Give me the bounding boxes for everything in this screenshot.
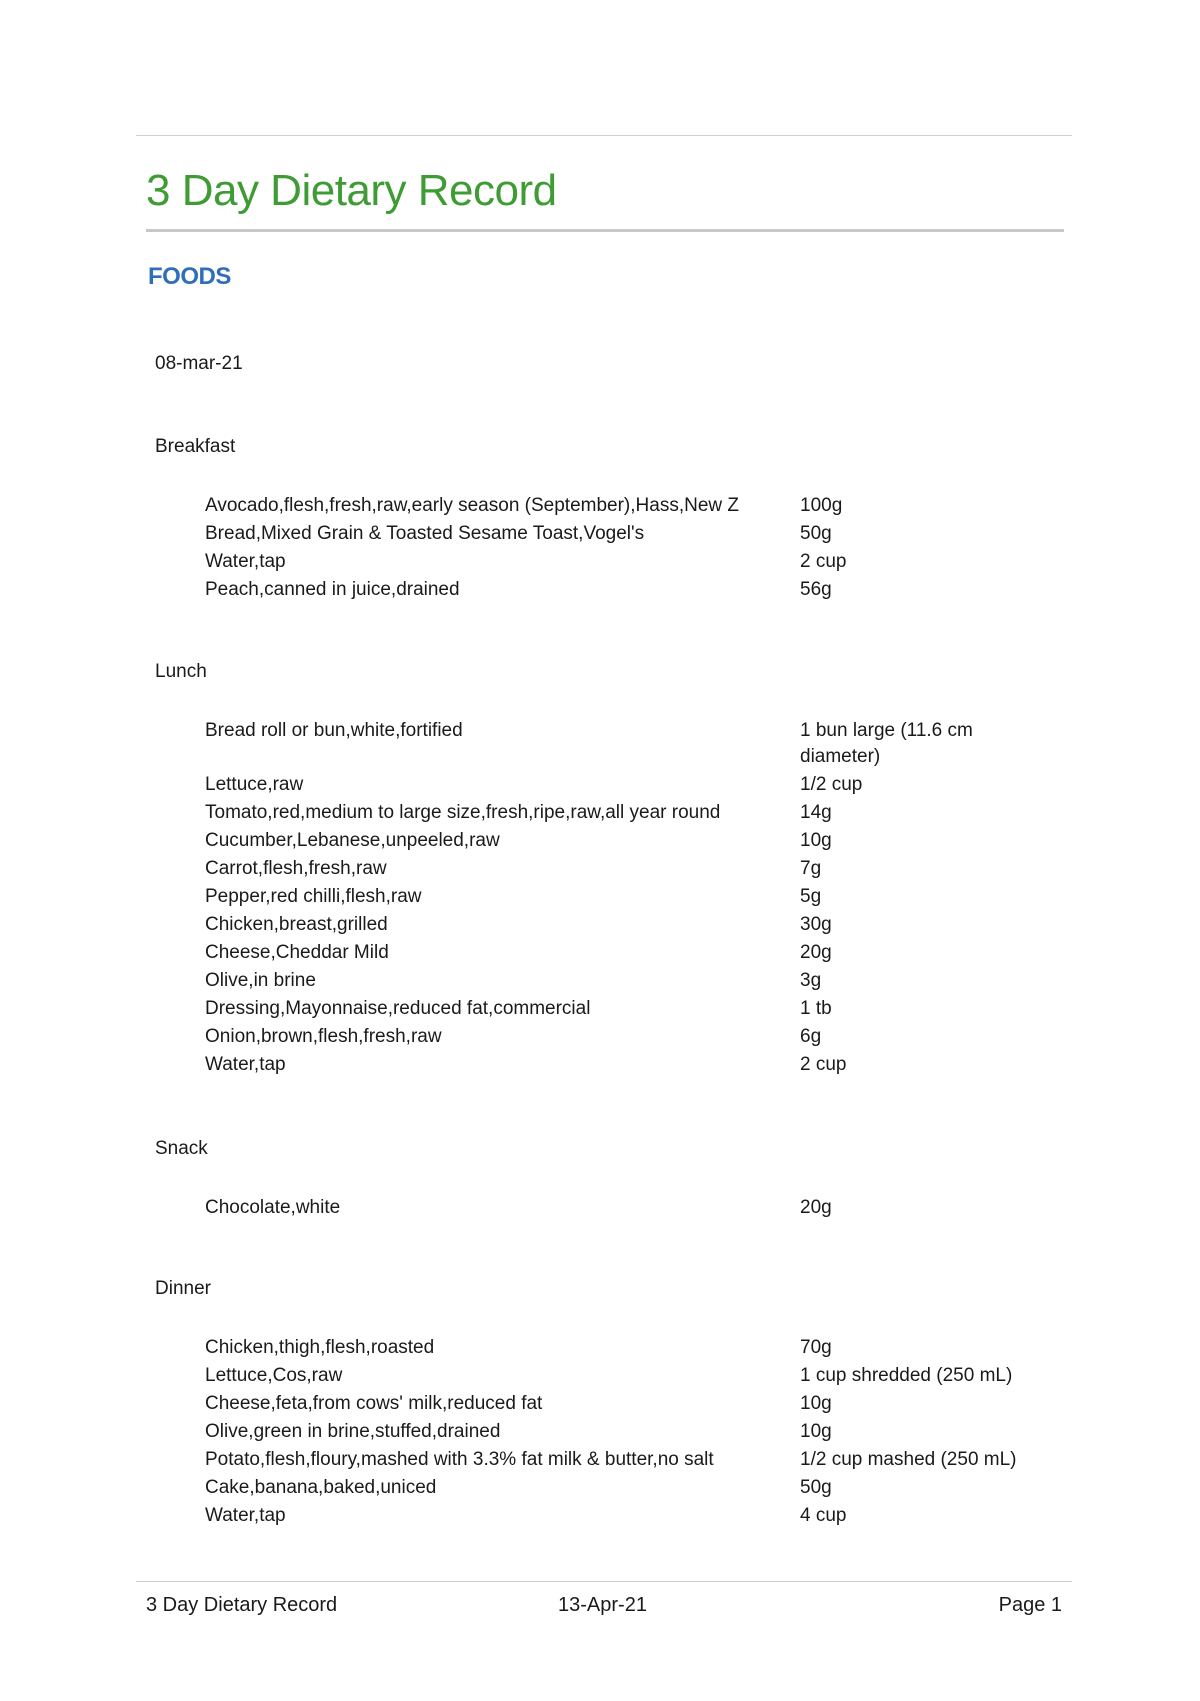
- food-name: Olive,green in brine,stuffed,drained: [205, 1421, 501, 1442]
- food-amount: 2 cup: [800, 551, 847, 572]
- food-name: Cheese,feta,from cows' milk,reduced fat: [205, 1393, 543, 1414]
- food-amount: 100g: [800, 495, 843, 516]
- food-amount: 20g: [800, 942, 832, 963]
- meal-label-snack: Snack: [155, 1138, 208, 1159]
- food-name: Lettuce,raw: [205, 774, 304, 795]
- food-name: Chicken,breast,grilled: [205, 914, 388, 935]
- food-amount: 1/2 cup: [800, 774, 863, 795]
- food-amount: 3g: [800, 970, 822, 991]
- food-amount: 50g: [800, 523, 832, 544]
- food-name: Carrot,flesh,fresh,raw: [205, 858, 387, 879]
- food-name: Chicken,thigh,flesh,roasted: [205, 1337, 435, 1358]
- food-amount: 7g: [800, 858, 822, 879]
- food-amount: 2 cup: [800, 1054, 847, 1075]
- food-amount: 50g: [800, 1477, 832, 1498]
- food-amount: 1 tb: [800, 998, 832, 1019]
- food-amount: 6g: [800, 1026, 822, 1047]
- footer-page-number: Page 1: [998, 1594, 1062, 1616]
- food-name: Olive,in brine: [205, 970, 316, 991]
- food-name: Cucumber,Lebanese,unpeeled,raw: [205, 830, 500, 851]
- meal-label-dinner: Dinner: [155, 1278, 211, 1299]
- food-name: Potato,flesh,floury,mashed with 3.3% fat milk & butter,no salt: [205, 1449, 714, 1470]
- food-name: Water,tap: [205, 1505, 286, 1526]
- food-name: Chocolate,white: [205, 1197, 341, 1218]
- food-amount: 10g: [800, 830, 832, 851]
- food-amount: 10g: [800, 1421, 832, 1442]
- food-amount: 1 bun large (11.6 cm diameter): [800, 720, 973, 767]
- food-name: Lettuce,Cos,raw: [205, 1365, 343, 1386]
- footer-document-title: 3 Day Dietary Record: [146, 1594, 338, 1616]
- footer-date: 13-Apr-21: [558, 1594, 647, 1616]
- food-name: Cake,banana,baked,uniced: [205, 1477, 437, 1498]
- header-top-rule: [136, 135, 1072, 136]
- food-amount: 30g: [800, 914, 832, 935]
- title-underline-rule: [146, 229, 1064, 232]
- food-name: Dressing,Mayonnaise,reduced fat,commercial: [205, 998, 591, 1019]
- meal-label-breakfast: Breakfast: [155, 436, 236, 457]
- food-amount: 1/2 cup mashed (250 mL): [800, 1449, 1017, 1470]
- food-amount: 5g: [800, 886, 822, 907]
- food-amount: 56g: [800, 579, 832, 600]
- food-amount: 14g: [800, 802, 832, 823]
- food-name: Peach,canned in juice,drained: [205, 579, 460, 600]
- section-heading-foods: FOODS: [148, 263, 231, 290]
- food-name: Bread roll or bun,white,fortified: [205, 720, 463, 741]
- food-name: Avocado,flesh,fresh,raw,early season (September),Hass,New Z: [205, 495, 739, 516]
- food-name: Water,tap: [205, 551, 286, 572]
- food-name: Onion,brown,flesh,fresh,raw: [205, 1026, 442, 1047]
- food-name: Bread,Mixed Grain & Toasted Sesame Toast,Vogel's: [205, 523, 645, 544]
- food-amount: 70g: [800, 1337, 832, 1358]
- food-name: Water,tap: [205, 1054, 286, 1075]
- food-name: Cheese,Cheddar Mild: [205, 942, 389, 963]
- document-title: 3 Day Dietary Record: [146, 166, 557, 215]
- food-amount: 20g: [800, 1197, 832, 1218]
- food-name: Pepper,red chilli,flesh,raw: [205, 886, 422, 907]
- footer-rule: [136, 1581, 1072, 1582]
- meal-label-lunch: Lunch: [155, 661, 207, 682]
- food-name: Tomato,red,medium to large size,fresh,ripe,raw,all year round: [205, 802, 721, 823]
- record-date: 08-mar-21: [155, 353, 243, 374]
- food-amount: 1 cup shredded (250 mL): [800, 1365, 1013, 1386]
- food-amount: 4 cup: [800, 1505, 847, 1526]
- food-amount: 10g: [800, 1393, 832, 1414]
